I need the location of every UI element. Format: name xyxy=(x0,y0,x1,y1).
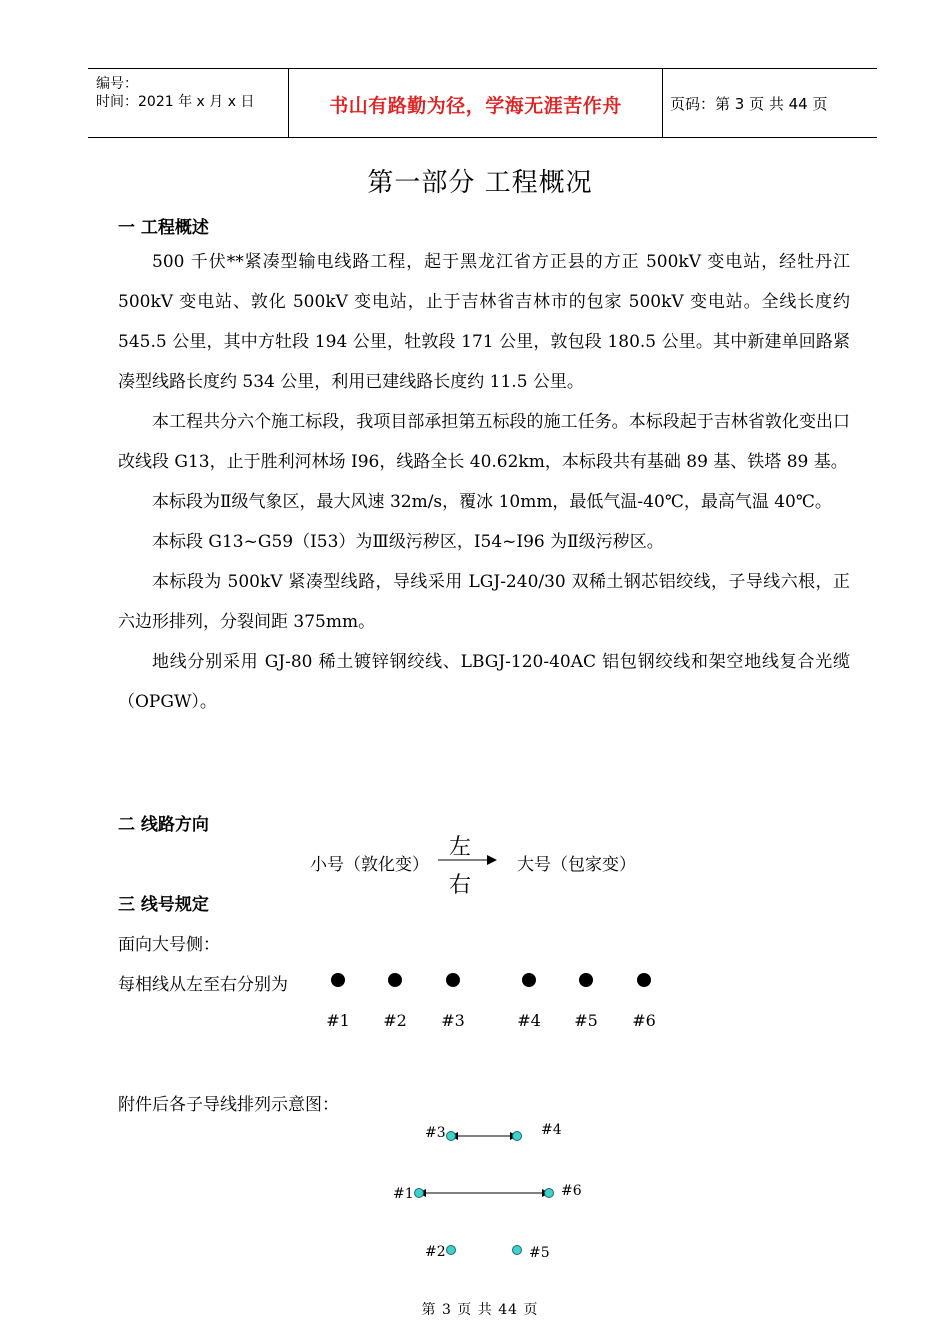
document-number-label: 编号： xyxy=(96,76,138,92)
overview-paragraph: 500 千伏**紧凑型输电线路工程，起于黑龙江省方正县的方正 500kV 变电站，经牡丹江 500kV 变电站、敦化 500kV 变电站，止于吉林省吉林市的包家 500kV 变电站。全线长度约 545.5 公里，其中方牡段 194 公里，牡敦段 171 公里，敦包段 180.5 公里。其中新建单回路紧凑型线路长度约 534 公里，利用已建线路长度约 11.5 公里。 xyxy=(118,252,850,392)
header-cell-page xyxy=(662,69,877,137)
direction-arrow-icon xyxy=(438,853,500,867)
overview-paragraph: 地线分别采用 GJ-80 稀土镀锌钢绞线、LBGJ-120-40AC 铝包钢绞线和架空地线复合光缆（OPGW）。 xyxy=(118,652,850,712)
phase-order-text: 每相线从左至右分别为 xyxy=(118,975,288,995)
diagram-caption: 附件后各子导线排列示意图： xyxy=(118,1095,339,1115)
sub-conductor-2 xyxy=(447,1246,456,1255)
diagram-label-6: #6 xyxy=(561,1183,582,1199)
conductor-dot-5 xyxy=(579,973,593,987)
document-time-label: 时间：2021 年 x 月 x 日 xyxy=(96,94,255,110)
sub-conductor-5 xyxy=(513,1246,522,1255)
header-cell-motto xyxy=(288,69,663,137)
header-motto: 书山有路勤为径，学海无涯苦作舟 xyxy=(329,95,622,117)
conductor-label-1: #1 xyxy=(326,1011,350,1030)
header-table xyxy=(88,68,877,138)
overview-paragraph: 本标段为 500kV 紧凑型线路，导线采用 LGJ-240/30 双稀土钢芯铝绞线，子导线六根，正六边形排列，分裂间距 375mm。 xyxy=(118,572,850,632)
conductor-dot-2 xyxy=(388,973,402,987)
page-title: 第一部分 工程概况 xyxy=(367,168,593,198)
conductor-label-5: #5 xyxy=(574,1011,598,1030)
direction-to-label: 大号（包家变） xyxy=(517,855,636,875)
diagram-label-2: #2 xyxy=(425,1244,446,1260)
section-heading-direction: 二 线路方向 xyxy=(118,815,209,835)
conductor-label-4: #4 xyxy=(517,1011,541,1030)
diagram-label-3: #3 xyxy=(425,1125,446,1141)
diagram-label-5: #5 xyxy=(529,1245,550,1261)
header-page-number: 页码：第 3 页 共 44 页 xyxy=(670,95,828,113)
conductor-dot-6 xyxy=(637,973,651,987)
overview-paragraph: 本工程共分六个施工标段，我项目部承担第五标段的施工任务。本标段起于吉林省敦化变出口改线段 G13，止于胜利河林场 I96，线路全长 40.62km，本标段共有基础 89 基、铁塔 89 基。 xyxy=(118,412,850,472)
diagram-label-1: #1 xyxy=(393,1186,414,1202)
header-cell-meta xyxy=(88,69,288,137)
sub-conductor-1 xyxy=(415,1189,424,1198)
diagram-label-4: #4 xyxy=(541,1122,562,1138)
section-heading-overview: 一 工程概述 xyxy=(118,218,209,238)
conductor-label-6: #6 xyxy=(632,1011,656,1030)
overview-paragraph: 本标段 G13~G59（I53）为Ⅲ级污秽区，I54~I96 为Ⅱ级污秽区。 xyxy=(152,532,664,552)
overview-body xyxy=(118,242,850,722)
sub-conductor-6 xyxy=(545,1189,554,1198)
page-footer: 第 3 页 共 44 页 xyxy=(421,1302,539,1318)
conductor-dot-1 xyxy=(331,973,345,987)
conductor-label-3: #3 xyxy=(441,1011,465,1030)
direction-right-label: 右 xyxy=(449,873,472,898)
sub-conductor-4 xyxy=(513,1132,522,1141)
direction-left-label: 左 xyxy=(449,835,472,860)
conductor-dot-4 xyxy=(522,973,536,987)
facing-side-text: 面向大号侧： xyxy=(118,935,220,955)
conductor-label-2: #2 xyxy=(383,1011,407,1030)
overview-paragraph: 本标段为Ⅱ级气象区，最大风速 32m/s，覆冰 10mm，最低气温-40℃，最高气温 40℃。 xyxy=(152,492,832,512)
direction-from-label: 小号（敦化变） xyxy=(310,855,429,875)
section-heading-numbering: 三 线号规定 xyxy=(118,895,209,915)
sub-conductor-3 xyxy=(447,1132,456,1141)
conductor-dot-3 xyxy=(446,973,460,987)
